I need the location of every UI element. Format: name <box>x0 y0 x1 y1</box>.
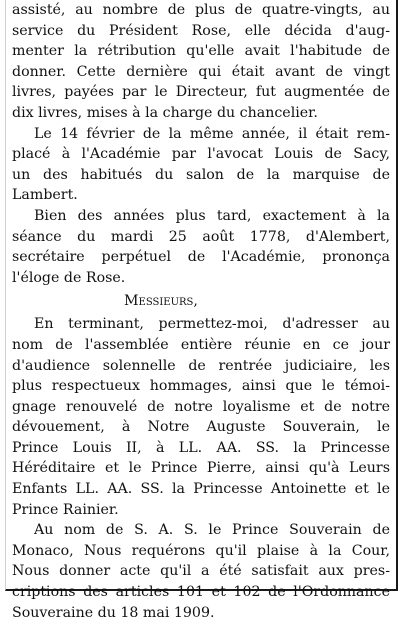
text-line: un des habitués du salon de la marquise de <box>12 166 390 183</box>
text-line: criptions des articles 101 et 102 de l'Ordonnance <box>12 584 390 601</box>
text-line: Héréditaire et le Prince Pierre, ainsi qu'à Leurs <box>12 460 390 477</box>
text-line: secrétaire perpétuel de l'Académie, prononça <box>12 249 390 266</box>
text-line: l'éloge de Rose. <box>12 269 126 286</box>
text-column <box>12 0 390 623</box>
text-line: Bien des années plus tard, exactement à la <box>34 207 390 224</box>
text-line: placé à l'Académie par l'avocat Louis de Sacy, <box>12 146 390 163</box>
text-line: Monaco, Nous requérons qu'il plaise à la Cour, <box>12 542 390 559</box>
text-line: Lambert. <box>12 187 78 204</box>
text-line: Le 14 février de la même année, il était rem- <box>34 125 390 142</box>
text-line: plus respectueux hommages, ainsi que le témoi- <box>12 378 390 395</box>
paragraph-4 <box>12 314 390 520</box>
text-line: menter la rétribution qu'elle avait l'habitude de <box>12 43 390 60</box>
text-line: nom de l'assemblée entière réunie en ce jour <box>12 336 390 353</box>
text-line: donner. Cette dernière qui était avant de vingt <box>12 63 390 80</box>
text-line: Au nom de S. A. S. le Prince Souverain de <box>34 522 390 539</box>
text-line: service du Président Rose, elle décida d'aug- <box>12 22 390 39</box>
text-line: séance du mardi 25 août 1778, d'Alembert, <box>12 228 390 245</box>
salutation-heading: Messieurs, <box>124 293 198 310</box>
text-line: gnage renouvelé de notre loyalisme et de notre <box>12 398 390 415</box>
text-line: Enfants LL. AA. SS. la Princesse Antoinette et le <box>12 481 390 498</box>
paragraph-3 <box>12 206 390 288</box>
document-page <box>5 0 398 621</box>
text-line: d'audience solennelle de rentrée judiciaire, les <box>12 357 390 374</box>
text-line: dévouement, à Notre Auguste Souverain, le <box>12 419 390 436</box>
text-line: assisté, au nombre de plus de quatre-vingts, au <box>12 2 390 18</box>
paragraph-5 <box>12 520 390 623</box>
text-line: En terminant, permettez-moi, d'adresser au <box>34 316 390 333</box>
text-line: Prince Rainier. <box>12 501 119 518</box>
text-line: Souveraine du 18 mai 1909. <box>12 604 215 621</box>
text-line: dix livres, mises à la charge du chancelier. <box>12 104 318 121</box>
text-line: Prince Louis II, à LL. AA. SS. la Princesse <box>12 439 390 456</box>
paragraph-1 <box>12 0 390 124</box>
paragraph-2 <box>12 124 390 206</box>
text-line: Nous donner acte qu'il a été satisfait aux pres- <box>12 563 390 580</box>
text-line: livres, payées par le Directeur, fut augmentée de <box>12 84 390 101</box>
